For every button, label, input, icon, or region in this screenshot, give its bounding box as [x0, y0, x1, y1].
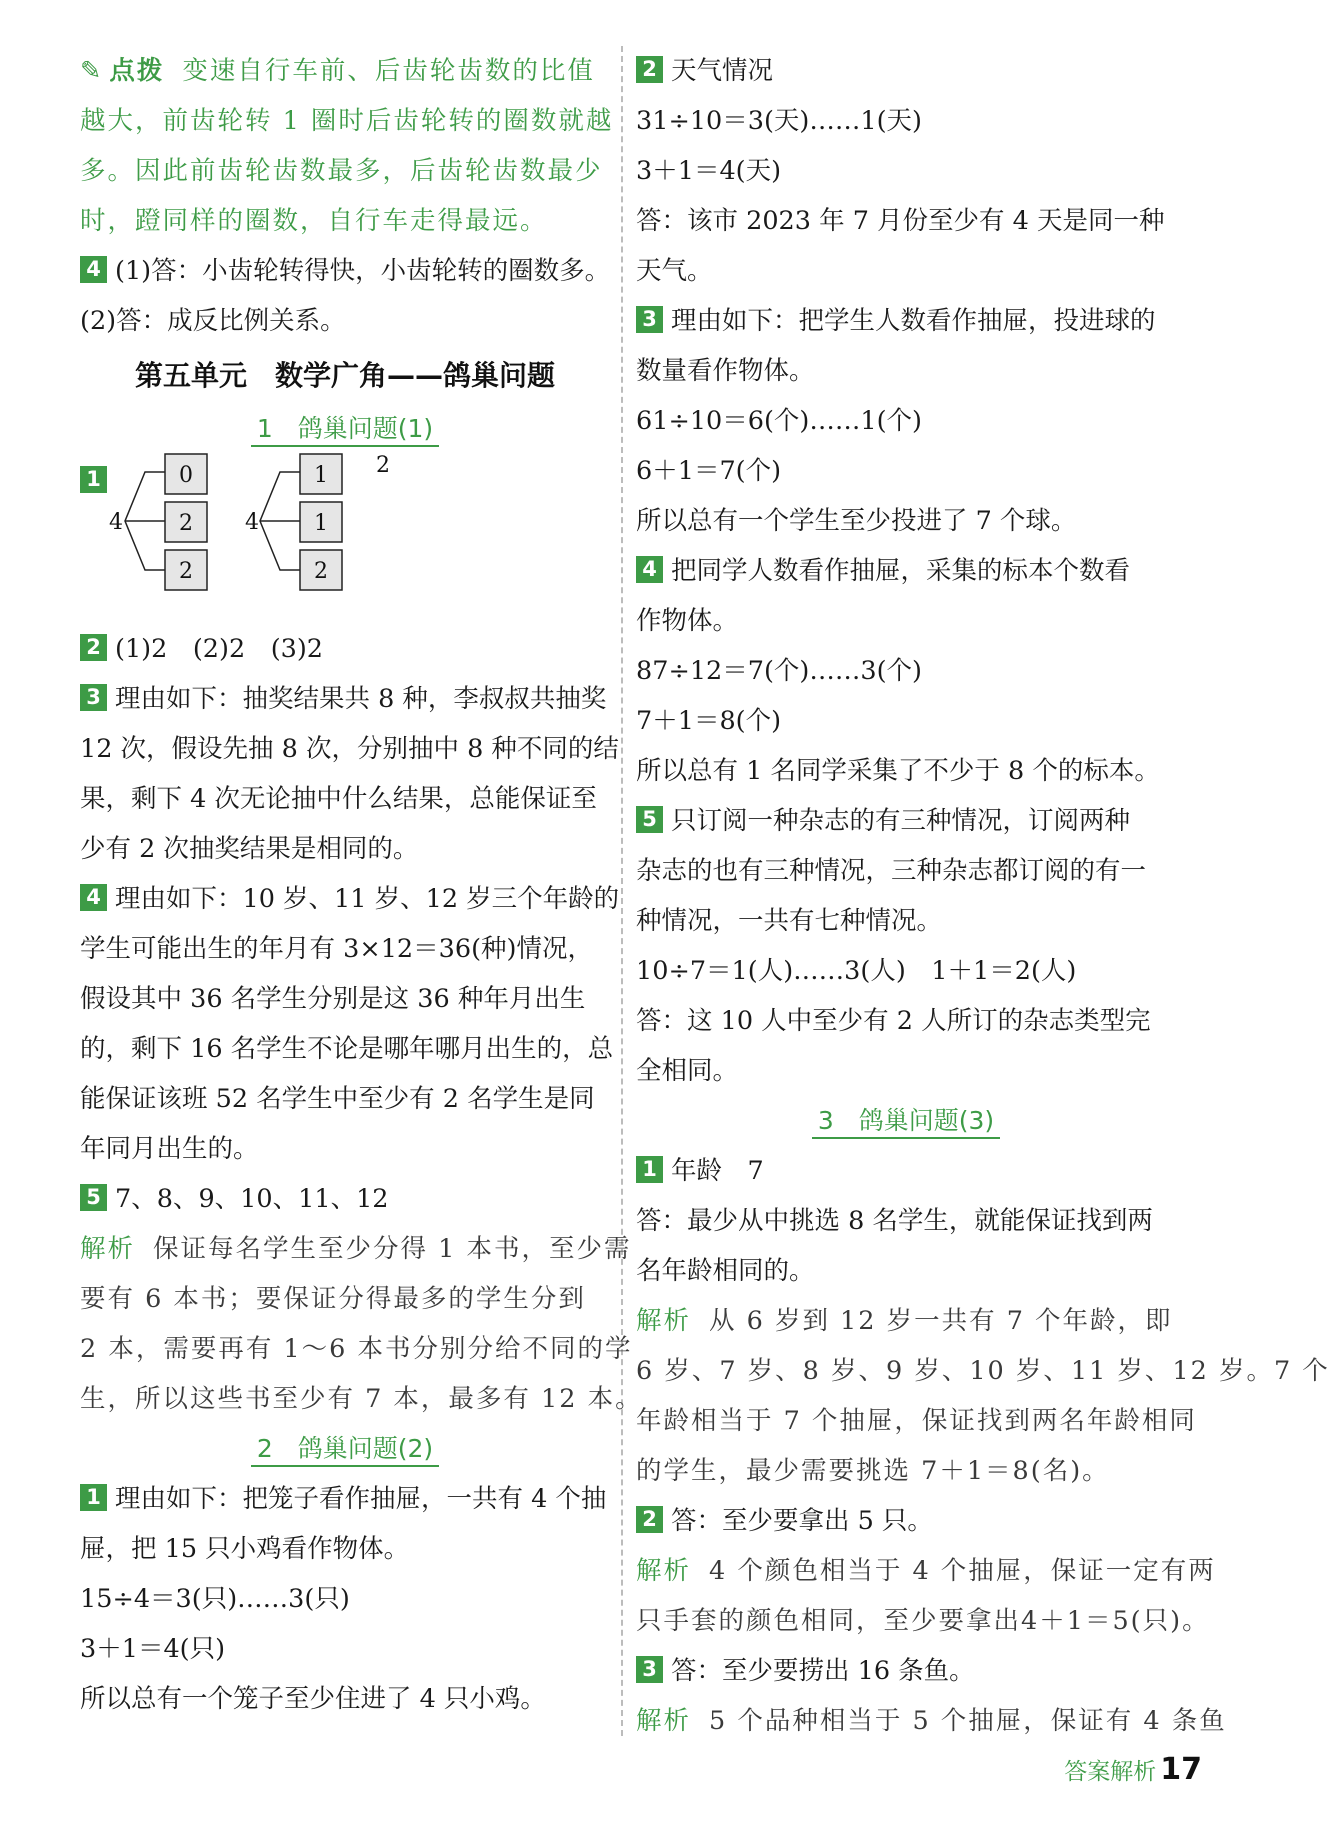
- analysis-line: 只手套的颜色相同，至少要拿出4＋1＝5(只)。: [636, 1606, 1210, 1636]
- tip-line: 越大，前齿轮转 1 圈时后齿轮转的圈数就越: [80, 106, 614, 136]
- s2-answer-q2-line: 31÷10＝3(天)……1(天): [636, 106, 923, 136]
- s2-answer-q5-line: 种情况，一共有七种情况。: [636, 906, 943, 936]
- s2-answer-q2: 2 天气情况: [636, 46, 1176, 96]
- question-badge: 1: [80, 466, 107, 493]
- analysis-line: 解析 保证每名学生至少分得 1 本书，至少需: [80, 1234, 632, 1264]
- page-footer: [1064, 1752, 1202, 1798]
- left-box-value: 0: [179, 463, 193, 488]
- s2-answer-q1: 1 理由如下：把笼子看作抽屉，一共有 4 个抽: [80, 1474, 610, 1524]
- left-column: [80, 46, 643, 1724]
- unit-title: 第五单元 数学广角——鸽巢问题: [134, 359, 555, 392]
- left-total: 4: [109, 510, 123, 535]
- s2-answer-q4-line: 所以总有 1 名同学采集了不少于 8 个的标本。: [636, 756, 1160, 786]
- s2-answer-q1-line: 15÷4＝3(只)……3(只): [80, 1584, 350, 1614]
- s2-answer-q1-line: 3＋1＝4(只): [80, 1634, 226, 1664]
- s3-answer-q3: 3 答：至少要捞出 16 条鱼。: [636, 1646, 1176, 1696]
- tip-line: 时，蹬同样的圈数，自行车走得最远。: [80, 206, 548, 236]
- s2-answer-q5-line: 全相同。: [636, 1056, 739, 1086]
- s2-answer-q2-line: 3＋1＝4(天): [636, 156, 782, 186]
- pen-tip-icon: ✎: [80, 56, 104, 86]
- s2-answer-q3: 3 理由如下：把学生人数看作抽屉，投进球的: [636, 296, 1176, 346]
- answer-q4b-line: 的，剩下 16 名学生不论是哪年哪月出生的，总: [80, 1034, 614, 1064]
- analysis-label: 解析: [636, 1706, 692, 1736]
- right-box-value: 1: [314, 463, 328, 488]
- right-column: [636, 46, 1330, 1746]
- question-badge: 2: [636, 1506, 663, 1533]
- diagram-answer: 2: [376, 453, 390, 478]
- analysis-line: 2 本，需要再有 1～6 本书分别分给不同的学: [80, 1334, 633, 1364]
- answer-q4b-line: 能保证该班 52 名学生中至少有 2 名学生是同: [80, 1084, 595, 1114]
- analysis-label: 解析: [636, 1306, 692, 1336]
- question-badge: 4: [80, 256, 107, 283]
- analysis-line: 的学生，最少需要挑选 7＋1＝8(名)。: [636, 1456, 1110, 1486]
- box-split-diagram: [80, 454, 400, 624]
- s2-answer-q4-line: 87÷12＝7(个)……3(个): [636, 656, 923, 686]
- analysis-line: 解析 从 6 岁到 12 岁一共有 7 个年龄，即: [636, 1306, 1173, 1336]
- question-badge: 1: [80, 1484, 107, 1511]
- question-badge: 5: [80, 1184, 107, 1211]
- question-badge: 2: [636, 56, 663, 83]
- left-box-value: 2: [179, 559, 193, 584]
- answer-q3-line: 12 次，假设先抽 8 次，分别抽中 8 种不同的结: [80, 734, 619, 764]
- answer-q5: 5 7、8、9、10、11、12: [80, 1174, 610, 1224]
- s2-answer-q2-line: 天气。: [636, 256, 713, 286]
- s2-answer-q1-line: 屉，把 15 只小鸡看作物体。: [80, 1534, 410, 1564]
- section-title-3: 3 鸽巢问题(3): [636, 1096, 1176, 1146]
- answer-q4-part2: (2)答：成反比例关系。: [80, 306, 346, 336]
- analysis-line: 年龄相当于 7 个抽屉，保证找到两名年龄相同: [636, 1406, 1197, 1436]
- answer-q3-line: 果，剩下 4 次无论抽中什么结果，总能保证至: [80, 784, 597, 814]
- s2-answer-q3-line: 6＋1＝7(个): [636, 456, 782, 486]
- s2-answer-q5-line: 10÷7＝1(人)……3(人) 1＋1＝2(人): [636, 956, 1077, 986]
- answer-q4: 4 (1)答：小齿轮转得快，小齿轮转的圈数多。: [80, 246, 610, 296]
- tip-line: 多。因此前齿轮齿数最多，后齿轮齿数最少: [80, 156, 603, 186]
- s2-answer-q4-line: 作物体。: [636, 606, 739, 636]
- question-badge: 3: [636, 1656, 663, 1683]
- question-badge: 5: [636, 806, 663, 833]
- s2-answer-q5-line: 答：这 10 人中至少有 2 人所订的杂志类型完: [636, 1006, 1151, 1036]
- question-badge: 3: [80, 684, 107, 711]
- s2-answer-q5-line: 杂志的也有三种情况，三种杂志都订阅的有一: [636, 856, 1147, 886]
- section-title-2: 2 鸽巢问题(2): [80, 1424, 610, 1474]
- question-badge: 4: [636, 556, 663, 583]
- section-title-1: 1 鸽巢问题(1): [80, 404, 610, 454]
- s2-answer-q2-line: 答：该市 2023 年 7 月份至少有 4 天是同一种: [636, 206, 1165, 236]
- analysis-line: 解析 5 个品种相当于 5 个抽屉，保证有 4 条鱼: [636, 1706, 1227, 1736]
- s2-answer-q4-line: 7＋1＝8(个): [636, 706, 782, 736]
- right-total: 4: [245, 510, 259, 535]
- s2-answer-q3-line: 61÷10＝6(个)……1(个): [636, 406, 923, 436]
- question-badge: 4: [80, 884, 107, 911]
- s2-answer-q4: 4 把同学人数看作抽屉，采集的标本个数看: [636, 546, 1176, 596]
- analysis-line: 6 岁、7 岁、8 岁、9 岁、10 岁、11 岁、12 岁。7 个: [636, 1356, 1330, 1386]
- question-badge: 2: [80, 634, 107, 661]
- s3-answer-q1-line: 答：最少从中挑选 8 名学生，就能保证找到两: [636, 1206, 1153, 1236]
- answer-q4b-line: 年同月出生的。: [80, 1134, 259, 1164]
- s3-answer-q1-line: 名年龄相同的。: [636, 1256, 815, 1286]
- s2-answer-q3-line: 数量看作物体。: [636, 356, 815, 386]
- analysis-line: 解析 4 个颜色相当于 4 个抽屉，保证一定有两: [636, 1556, 1216, 1586]
- answer-q3: 3 理由如下：抽奖结果共 8 种，李叔叔共抽奖: [80, 674, 610, 724]
- question-badge: 1: [636, 1156, 663, 1183]
- footer-label: 答案解析: [1064, 1759, 1157, 1785]
- left-box-value: 2: [179, 511, 193, 536]
- right-box-value: 1: [314, 511, 328, 536]
- right-box-value: 2: [314, 559, 328, 584]
- column-divider: [621, 46, 623, 1736]
- answer-q4b-line: 假设其中 36 名学生分别是这 36 种年月出生: [80, 984, 586, 1014]
- analysis-line: 生，所以这些书至少有 7 本，最多有 12 本。: [80, 1384, 643, 1414]
- answer-q4b: 4 理由如下：10 岁、11 岁、12 岁三个年龄的: [80, 874, 610, 924]
- question-badge: 3: [636, 306, 663, 333]
- analysis-line: 要有 6 本书；要保证分得最多的学生分到: [80, 1284, 586, 1314]
- s3-answer-q1: 1 年龄 7: [636, 1146, 1176, 1196]
- analysis-label: 解析: [80, 1234, 136, 1264]
- pigeonhole-diagram: [80, 454, 610, 624]
- s2-answer-q5: 5 只订阅一种杂志的有三种情况，订阅两种: [636, 796, 1176, 846]
- tip-line: ✎ 点拨 变速自行车前、后齿轮齿数的比值: [80, 56, 595, 86]
- s2-answer-q3-line: 所以总有一个学生至少投进了 7 个球。: [636, 506, 1077, 536]
- s3-answer-q2: 2 答：至少要拿出 5 只。: [636, 1496, 1176, 1546]
- answer-q2: 2 (1)2 (2)2 (3)2: [80, 624, 610, 674]
- s2-answer-q1-line: 所以总有一个笼子至少住进了 4 只小鸡。: [80, 1684, 546, 1714]
- answer-q3-line: 少有 2 次抽奖结果是相同的。: [80, 834, 419, 864]
- analysis-label: 解析: [636, 1556, 692, 1586]
- tip-label: 点拨: [109, 56, 165, 86]
- page-number: 17: [1160, 1752, 1202, 1787]
- answer-q4b-line: 学生可能出生的年月有 3×12＝36(种)情况，: [80, 934, 593, 964]
